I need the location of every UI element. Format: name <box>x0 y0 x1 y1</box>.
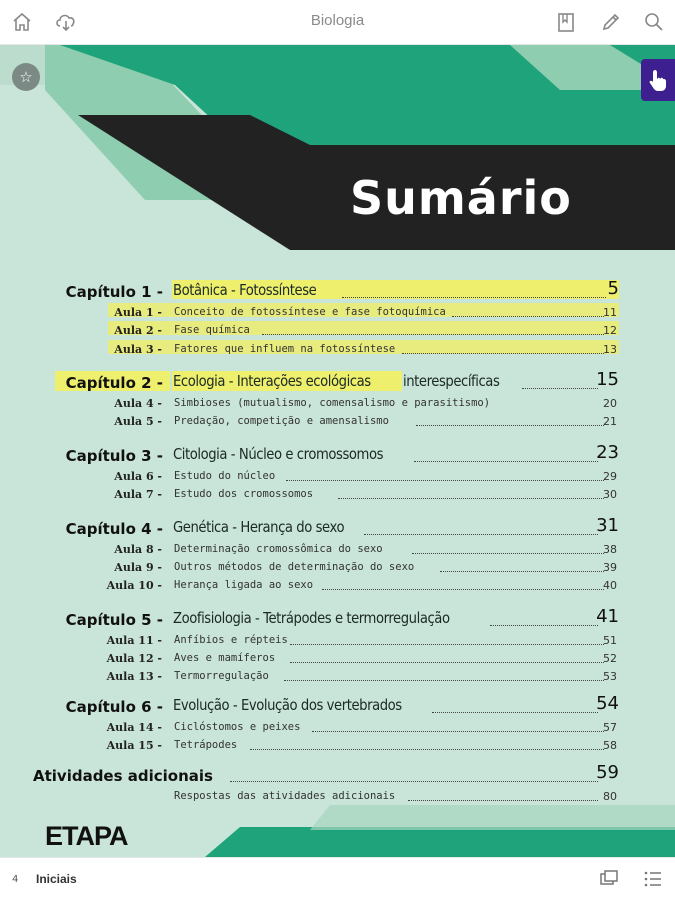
leader-dots <box>290 644 604 645</box>
chapter-link[interactable] <box>173 372 398 390</box>
aula-link[interactable]: Estudo dos cromossomos <box>174 488 314 500</box>
aula-link[interactable]: Ciclóstomos e peixes <box>174 721 301 733</box>
aula-page: 40 <box>603 579 617 592</box>
aula-label: Aula 1 - <box>114 306 162 319</box>
leader-dots <box>290 662 604 663</box>
chapter-label: Capítulo 6 - <box>65 698 163 716</box>
leader-dots <box>286 480 604 481</box>
aula-page: 58 <box>603 739 617 752</box>
aula-label: Aula 9 - <box>114 561 162 574</box>
leader-dots <box>440 571 604 572</box>
aula-label: Aula 11 - <box>106 634 162 647</box>
page-heading: Sumário <box>350 171 572 225</box>
leader-dots <box>402 353 604 354</box>
aula-label: Aula 15 - <box>106 739 162 752</box>
list-icon[interactable] <box>642 868 664 890</box>
chapter-label: Capítulo 2 - <box>65 374 163 392</box>
aula-page: 20 <box>603 397 617 410</box>
aula-page: 12 <box>603 324 617 337</box>
aula-link[interactable]: Estudo do núcleo <box>174 470 276 482</box>
chapter-page: 54 <box>596 693 619 714</box>
chapter-label: Capítulo 4 - <box>65 520 163 538</box>
chapter-title: Citologia - Núcleo e cromossomos <box>173 445 384 463</box>
aula-link[interactable]: Termorregulação <box>174 670 269 682</box>
chapter-page: 23 <box>596 442 619 463</box>
aula-label: Aula 13 - <box>106 670 162 683</box>
aula-label: Aula 3 - <box>114 343 162 356</box>
aula-label: Aula 12 - <box>106 652 162 665</box>
top-toolbar <box>0 0 675 45</box>
leader-dots <box>364 534 598 535</box>
leader-dots <box>490 625 598 626</box>
aula-label: Aula 7 - <box>114 488 162 501</box>
pages-icon[interactable] <box>598 868 620 890</box>
leader-dots <box>338 498 604 499</box>
leader-dots <box>322 589 604 590</box>
aula-label: Aula 10 - <box>106 579 162 592</box>
touch-mode-button[interactable] <box>641 59 675 101</box>
aula-link[interactable]: Fatores que influem na fotossíntese <box>174 343 396 355</box>
chapter-page: 41 <box>596 606 619 627</box>
aula-link[interactable]: Herança ligada ao sexo <box>174 579 314 591</box>
search-icon[interactable] <box>640 8 668 36</box>
section-name[interactable]: Iniciais <box>36 872 77 886</box>
chapter-label: Capítulo 1 - <box>65 283 163 301</box>
chapter-link[interactable] <box>173 281 336 299</box>
aula-link[interactable]: Fase química <box>174 324 250 336</box>
leader-dots <box>284 680 604 681</box>
aula-page: 52 <box>603 652 617 665</box>
chapter-page: 5 <box>607 278 619 299</box>
chapter-label: Capítulo 5 - <box>65 611 163 629</box>
favorite-star-button[interactable]: ☆ <box>12 63 40 91</box>
chapter-title-rest: interespecíficas <box>403 372 500 390</box>
answers-link[interactable]: Respostas das atividades adicionais <box>174 790 396 802</box>
aula-page: 13 <box>603 343 617 356</box>
leader-dots <box>408 800 598 801</box>
etapa-logo: ETAPA <box>45 821 128 851</box>
document-page <box>0 45 675 857</box>
leader-dots <box>412 553 604 554</box>
chapter-page: 15 <box>596 369 619 390</box>
aula-label: Aula 6 - <box>114 470 162 483</box>
chapter-link[interactable] <box>173 696 433 714</box>
aula-link[interactable]: Anfíbios e répteis <box>174 634 288 646</box>
aula-label: Aula 4 - <box>114 397 162 410</box>
leader-dots <box>250 749 604 750</box>
chapter-title: Genética - Herança do sexo <box>173 518 345 536</box>
chapter-title: Zoofisiologia - Tetrápodes e termorregulação <box>173 609 450 627</box>
aula-link[interactable]: Conceito de fotossíntese e fase fotoquímica <box>174 306 446 318</box>
aula-link[interactable]: Aves e mamíferos <box>174 652 276 664</box>
aula-page: 21 <box>603 415 617 428</box>
aula-link[interactable]: Simbioses (mutualismo, comensalismo e parasitismo) <box>174 397 491 409</box>
page-number: 4 <box>12 874 19 885</box>
chapter-label: Capítulo 3 - <box>65 447 163 465</box>
additional-activities-label[interactable]: Atividades adicionais <box>33 767 213 785</box>
leader-dots <box>452 316 604 317</box>
answers-page: 80 <box>603 790 617 803</box>
aula-page: 38 <box>603 543 617 556</box>
aula-label: Aula 14 - <box>106 721 162 734</box>
aula-link[interactable]: Tetrápodes <box>174 739 238 751</box>
leader-dots <box>432 712 598 713</box>
leader-dots <box>230 781 598 782</box>
pencil-icon[interactable] <box>596 8 624 36</box>
chapter-title: Evolução - Evolução dos vertebrados <box>173 696 402 714</box>
hand-pointer-icon <box>648 68 668 92</box>
leader-dots <box>342 297 606 298</box>
app-title: Biologia <box>310 12 365 29</box>
chapter-link[interactable] <box>173 609 487 627</box>
aula-page: 30 <box>603 488 617 501</box>
aula-link[interactable]: Outros métodos de determinação do sexo <box>174 561 415 573</box>
chapter-page: 31 <box>596 515 619 536</box>
aula-label: Aula 8 - <box>114 543 162 556</box>
chapter-link[interactable] <box>173 518 367 536</box>
leader-dots <box>414 461 598 462</box>
aula-link[interactable]: Determinação cromossômica do sexo <box>174 543 383 555</box>
aula-label: Aula 2 - <box>114 324 162 337</box>
aula-label: Aula 5 - <box>114 415 162 428</box>
bookmarks-icon[interactable] <box>552 8 580 36</box>
aula-page: 51 <box>603 634 617 647</box>
chapter-title: Ecologia - Interações ecológicas <box>173 372 371 390</box>
aula-page: 11 <box>603 306 617 319</box>
chapter-link[interactable] <box>173 445 412 463</box>
leader-dots <box>416 425 604 426</box>
chapter-title: Botânica - Fotossíntese <box>173 281 317 299</box>
aula-page: 29 <box>603 470 617 483</box>
additional-activities-page: 59 <box>596 762 619 783</box>
aula-page: 57 <box>603 721 617 734</box>
leader-dots <box>522 388 598 389</box>
aula-page: 53 <box>603 670 617 683</box>
leader-dots <box>262 334 604 335</box>
aula-page: 39 <box>603 561 617 574</box>
aula-link[interactable]: Predação, competição e amensalismo <box>174 415 389 427</box>
leader-dots <box>312 731 604 732</box>
bottom-toolbar <box>0 857 675 901</box>
